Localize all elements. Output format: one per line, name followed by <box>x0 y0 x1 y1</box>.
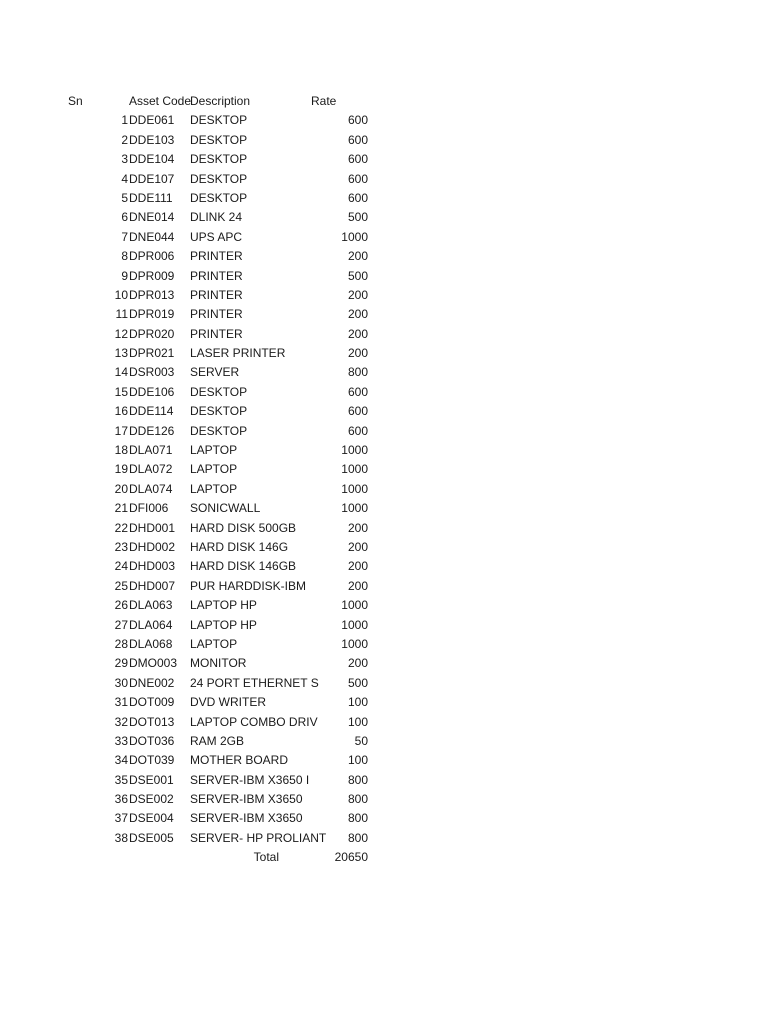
asset-code-cell: DSR003 <box>129 365 175 380</box>
rate-cell: 200 <box>347 656 368 671</box>
description-cell: PRINTER <box>190 268 243 283</box>
header-sn: Sn <box>68 94 83 108</box>
description-cell: RAM 2GB <box>190 733 245 748</box>
table-row <box>0 170 768 189</box>
rate-cell: 200 <box>347 539 368 554</box>
rate-cell: 800 <box>347 811 368 826</box>
table-row <box>0 131 768 150</box>
sn-cell: 22 <box>114 520 128 535</box>
description-cell: HARD DISK 146GB <box>190 559 297 574</box>
table-row <box>0 635 768 654</box>
asset-code-cell: DOT039 <box>129 753 175 768</box>
sn-cell: 9 <box>121 268 128 283</box>
table-row <box>0 111 768 130</box>
description-cell: 24 PORT ETHERNET S <box>190 675 319 690</box>
sn-cell: 28 <box>114 636 128 651</box>
sn-cell: 13 <box>114 346 128 361</box>
description-cell: DESKTOP <box>190 423 248 438</box>
asset-code-cell: DOT013 <box>129 714 175 729</box>
asset-code-cell: DDE106 <box>129 384 175 399</box>
sn-cell: 36 <box>114 792 128 807</box>
table-row <box>0 344 768 363</box>
sn-cell: 33 <box>114 733 128 748</box>
rate-cell: 600 <box>347 152 368 167</box>
table-row <box>0 383 768 402</box>
table-row <box>0 189 768 208</box>
asset-code-cell: DDE107 <box>129 171 175 186</box>
header-asset-code: Asset Code <box>129 94 192 108</box>
total-value: 20650 <box>334 850 368 865</box>
rate-cell: 200 <box>347 287 368 302</box>
sn-cell: 30 <box>114 675 128 690</box>
asset-code-cell: DLA071 <box>129 443 173 458</box>
asset-code-cell: DSE004 <box>129 811 174 826</box>
table-row <box>0 616 768 635</box>
asset-code-cell: DNE014 <box>129 210 175 225</box>
description-cell: LAPTOP HP <box>190 598 257 613</box>
rate-cell: 100 <box>347 695 368 710</box>
table-row <box>0 809 768 828</box>
table-row <box>0 363 768 382</box>
sn-cell: 6 <box>121 210 128 225</box>
table-row <box>0 480 768 499</box>
asset-code-cell: DLA064 <box>129 617 173 632</box>
asset-code-cell: DHD003 <box>129 559 176 574</box>
description-cell: HARD DISK 500GB <box>190 520 297 535</box>
asset-code-cell: DOT036 <box>129 733 175 748</box>
rate-cell: 200 <box>347 578 368 593</box>
asset-code-cell: DPR021 <box>129 346 175 361</box>
sn-cell: 18 <box>114 443 128 458</box>
asset-code-cell: DNE044 <box>129 229 175 244</box>
asset-code-cell: DPR006 <box>129 249 175 264</box>
rate-cell: 600 <box>347 423 368 438</box>
description-cell: SONICWALL <box>190 501 261 516</box>
asset-code-cell: DDE114 <box>129 404 174 419</box>
asset-code-cell: DSE002 <box>129 792 174 807</box>
rate-cell: 50 <box>354 733 368 748</box>
description-cell: DESKTOP <box>190 190 248 205</box>
sn-cell: 10 <box>114 287 128 302</box>
asset-code-cell: DDE126 <box>129 423 175 438</box>
asset-code-cell: DLA068 <box>129 636 173 651</box>
description-cell: SERVER-IBM X3650 <box>190 792 303 807</box>
description-cell: DESKTOP <box>190 404 248 419</box>
asset-code-cell: DMO003 <box>129 656 178 671</box>
table-row <box>0 693 768 712</box>
description-cell: SERVER <box>190 365 240 380</box>
table-row <box>0 732 768 751</box>
sn-cell: 19 <box>114 462 128 477</box>
rate-cell: 500 <box>347 210 368 225</box>
rate-cell: 1000 <box>341 229 368 244</box>
description-cell: LAPTOP <box>190 443 238 458</box>
sn-cell: 24 <box>114 559 128 574</box>
table-row <box>0 829 768 848</box>
description-cell: DLINK 24 <box>190 210 243 225</box>
sn-cell: 14 <box>114 365 128 380</box>
description-cell: DESKTOP <box>190 384 248 399</box>
description-cell: LAPTOP HP <box>190 617 257 632</box>
rate-cell: 200 <box>347 249 368 264</box>
rate-cell: 800 <box>347 830 368 845</box>
table-row <box>0 654 768 673</box>
sn-cell: 4 <box>121 171 128 186</box>
asset-code-cell: DLA063 <box>129 598 173 613</box>
table-row <box>0 751 768 770</box>
sn-cell: 21 <box>114 501 128 516</box>
asset-code-cell: DPR013 <box>129 287 175 302</box>
description-cell: LAPTOP <box>190 481 238 496</box>
sn-cell: 38 <box>114 830 128 845</box>
header-rate: Rate <box>311 94 337 108</box>
table-row <box>0 596 768 615</box>
rate-cell: 200 <box>347 326 368 341</box>
sn-cell: 11 <box>115 307 128 322</box>
total-row <box>0 848 768 867</box>
table-row <box>0 519 768 538</box>
rate-cell: 200 <box>347 346 368 361</box>
sn-cell: 32 <box>114 714 128 729</box>
asset-code-cell: DFI006 <box>129 501 169 516</box>
table-row <box>0 286 768 305</box>
rate-cell: 600 <box>347 384 368 399</box>
sn-cell: 35 <box>114 772 128 787</box>
sn-cell: 20 <box>114 481 128 496</box>
sn-cell: 23 <box>114 539 128 554</box>
rate-cell: 1000 <box>341 501 368 516</box>
table-row <box>0 228 768 247</box>
rate-cell: 600 <box>347 404 368 419</box>
description-cell: LAPTOP COMBO DRIV <box>190 714 318 729</box>
sn-cell: 25 <box>114 578 128 593</box>
asset-code-cell: DDE111 <box>129 190 173 205</box>
table-row <box>0 557 768 576</box>
rate-cell: 200 <box>347 559 368 574</box>
rate-cell: 600 <box>347 132 368 147</box>
asset-rows <box>0 111 768 848</box>
sn-cell: 37 <box>114 811 128 826</box>
rate-cell: 1000 <box>341 481 368 496</box>
rate-cell: 600 <box>347 113 368 128</box>
table-row <box>0 577 768 596</box>
asset-code-cell: DPR020 <box>129 326 175 341</box>
rate-cell: 800 <box>347 772 368 787</box>
sn-cell: 8 <box>121 249 128 264</box>
rate-cell: 500 <box>347 268 368 283</box>
asset-code-cell: DHD007 <box>129 578 176 593</box>
rate-cell: 100 <box>347 753 368 768</box>
description-cell: MONITOR <box>190 656 247 671</box>
description-cell: LAPTOP <box>190 636 238 651</box>
table-row <box>0 499 768 518</box>
sn-cell: 31 <box>114 695 128 710</box>
table-row <box>0 538 768 557</box>
rate-cell: 200 <box>347 307 368 322</box>
description-cell: PRINTER <box>190 249 243 264</box>
asset-sheet <box>0 92 768 868</box>
description-cell: DESKTOP <box>190 171 248 186</box>
sn-cell: 7 <box>121 229 128 244</box>
asset-code-cell: DOT009 <box>129 695 175 710</box>
table-row <box>0 674 768 693</box>
table-row <box>0 208 768 227</box>
rate-cell: 1000 <box>341 617 368 632</box>
table-row <box>0 713 768 732</box>
sn-cell: 16 <box>114 404 128 419</box>
rate-cell: 1000 <box>341 636 368 651</box>
description-cell: MOTHER BOARD <box>190 753 289 768</box>
table-row <box>0 402 768 421</box>
table-row <box>0 325 768 344</box>
sn-cell: 27 <box>114 617 128 632</box>
asset-code-cell: DHD001 <box>129 520 176 535</box>
table-row <box>0 790 768 809</box>
table-row <box>0 150 768 169</box>
description-cell: PRINTER <box>190 326 243 341</box>
sn-cell: 17 <box>114 423 128 438</box>
table-row <box>0 305 768 324</box>
description-cell: DESKTOP <box>190 113 248 128</box>
sn-cell: 2 <box>121 132 128 147</box>
rate-cell: 1000 <box>341 443 368 458</box>
sn-cell: 15 <box>114 384 128 399</box>
asset-code-cell: DDE104 <box>129 152 175 167</box>
rate-cell: 500 <box>347 675 368 690</box>
table-row <box>0 441 768 460</box>
table-row <box>0 771 768 790</box>
sn-cell: 1 <box>121 113 128 128</box>
description-cell: UPS APC <box>190 229 243 244</box>
description-cell: PRINTER <box>190 287 243 302</box>
table-row <box>0 460 768 479</box>
header-description: Description <box>190 94 251 108</box>
description-cell: DESKTOP <box>190 152 248 167</box>
table-row <box>0 422 768 441</box>
rate-cell: 600 <box>347 171 368 186</box>
sn-cell: 12 <box>114 326 128 341</box>
sn-cell: 29 <box>114 656 128 671</box>
table-row <box>0 267 768 286</box>
description-cell: DVD WRITER <box>190 695 266 710</box>
description-cell: PUR HARDDISK-IBM <box>190 578 307 593</box>
asset-code-cell: DPR019 <box>129 307 175 322</box>
description-cell: SERVER-IBM X3650 <box>190 811 303 826</box>
asset-code-cell: DLA074 <box>129 481 173 496</box>
rate-cell: 1000 <box>341 462 368 477</box>
sn-cell: 26 <box>114 598 128 613</box>
description-cell: PRINTER <box>190 307 243 322</box>
sn-cell: 34 <box>114 753 128 768</box>
description-cell: HARD DISK 146G <box>190 539 289 554</box>
description-cell: SERVER-IBM X3650 I <box>190 772 310 787</box>
rate-cell: 1000 <box>341 598 368 613</box>
asset-code-cell: DLA072 <box>129 462 173 477</box>
description-cell: LASER PRINTER <box>190 346 286 361</box>
asset-code-cell: DNE002 <box>129 675 175 690</box>
asset-code-cell: DHD002 <box>129 539 176 554</box>
total-label: Total <box>253 850 279 865</box>
description-cell: LAPTOP <box>190 462 238 477</box>
rate-cell: 800 <box>347 792 368 807</box>
asset-code-cell: DSE001 <box>129 772 174 787</box>
table-row <box>0 247 768 266</box>
rate-cell: 200 <box>347 520 368 535</box>
asset-code-cell: DPR009 <box>129 268 175 283</box>
description-cell: SERVER- HP PROLIANT <box>190 830 327 845</box>
description-cell: DESKTOP <box>190 132 248 147</box>
asset-code-cell: DSE005 <box>129 830 174 845</box>
header-row <box>0 92 768 111</box>
asset-code-cell: DDE061 <box>129 113 175 128</box>
sn-cell: 3 <box>121 152 128 167</box>
rate-cell: 600 <box>347 190 368 205</box>
rate-cell: 100 <box>347 714 368 729</box>
rate-cell: 800 <box>347 365 368 380</box>
asset-code-cell: DDE103 <box>129 132 175 147</box>
sn-cell: 5 <box>121 190 128 205</box>
